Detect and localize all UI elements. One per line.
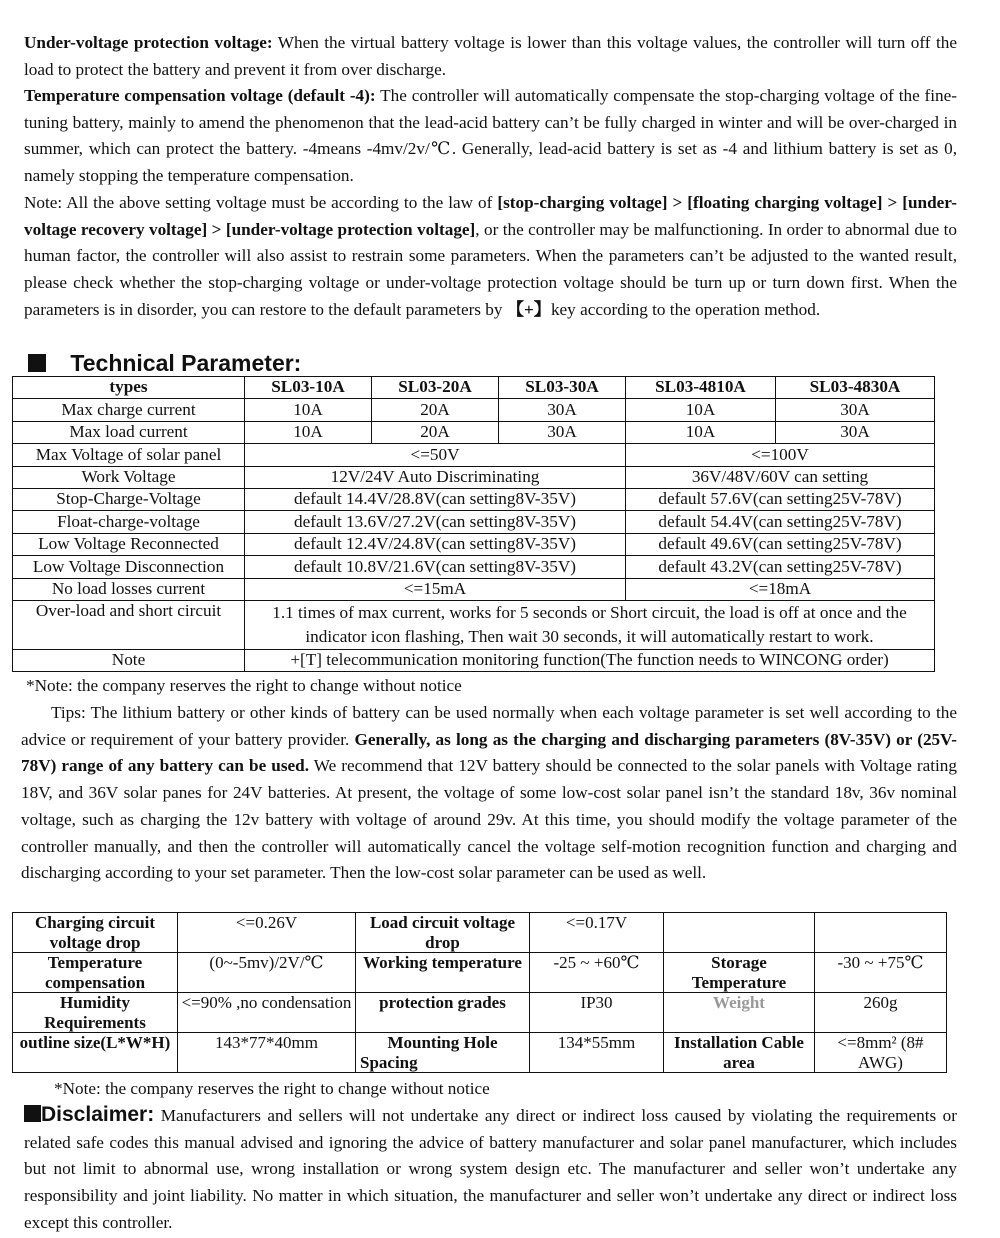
- spec-label: Charging circuit voltage drop: [13, 913, 178, 953]
- table-cell: default 43.2V(can setting25V-78V): [626, 556, 935, 578]
- disclaimer-paragraph: [24, 1102, 957, 1237]
- spec-value: <=0.26V: [178, 913, 356, 953]
- square-bullet-icon: [28, 354, 46, 372]
- tips-lead: Tips: The lithium battery or other kinds of battery can be used normally when each voltage parameter is set well according to the advice or requirement of your battery provider.: [21, 703, 957, 749]
- technical-parameter-title: Technical Parameter:: [70, 350, 302, 376]
- under-voltage-paragraph: [24, 30, 957, 83]
- setting-note-prefix: Note: All the above setting voltage must be according to the law of: [24, 193, 498, 212]
- table-row: [13, 600, 935, 649]
- header-cell: SL03-30A: [499, 377, 626, 399]
- table-row: [13, 421, 935, 443]
- row-label: Max charge current: [13, 399, 245, 421]
- table-cell: <=15mA: [245, 578, 626, 600]
- table-row: [13, 399, 935, 421]
- table-cell: default 10.8V/21.6V(can setting8V-35V): [245, 556, 626, 578]
- spec-value: -25 ~ +60℃: [530, 953, 664, 993]
- table-row: [13, 488, 935, 510]
- table-cell: 10A: [626, 421, 776, 443]
- spec-value: <=8mm² (8# AWG): [815, 1033, 947, 1073]
- table-cell: 30A: [499, 421, 626, 443]
- spec-value: 134*55mm: [530, 1033, 664, 1073]
- table-row: [13, 533, 935, 555]
- spec-label: [664, 913, 815, 953]
- table-cell: default 49.6V(can setting25V-78V): [626, 533, 935, 555]
- row-label: Note: [13, 649, 245, 671]
- row-label: Low Voltage Reconnected: [13, 533, 245, 555]
- header-cell: SL03-10A: [245, 377, 372, 399]
- specification-table: [12, 912, 947, 1073]
- table-cell: <=50V: [245, 444, 626, 466]
- spec-value: -30 ~ +75℃: [815, 953, 947, 993]
- table-cell: <=100V: [626, 444, 935, 466]
- row-label: Stop-Charge-Voltage: [13, 488, 245, 510]
- spec-label: Installation Cable area: [664, 1033, 815, 1073]
- row-label: No load losses current: [13, 578, 245, 600]
- header-cell: SL03-4830A: [776, 377, 935, 399]
- table-row: [13, 953, 947, 993]
- spec-label: Mounting Hole Spacing: [356, 1033, 530, 1073]
- disclaimer-text: Manufacturers and sellers will not undertake any direct or indirect loss caused by violating the requirements or related safe codes this manual advised and ignoring the advice of battery manufacturer and solar panel manufacturer, which includes but not limit to abnormal use, wrong installation or wrong system design etc. The manufacturer and seller won’t undertake any responsibility and joint liability. No matter in which situation, the manufacturer and seller won’t undertake any direct or indirect loss except this controller.: [24, 1106, 957, 1232]
- header-cell: types: [13, 377, 245, 399]
- spec-value: (0~-5mv)/2V/℃: [178, 953, 356, 993]
- table-row: [13, 466, 935, 488]
- spec-value: <=0.17V: [530, 913, 664, 953]
- table-cell: 10A: [626, 399, 776, 421]
- table-row: [13, 511, 935, 533]
- disclaimer-heading: Disclaimer:: [41, 1103, 155, 1126]
- table-row: [13, 1033, 947, 1073]
- temp-compensation-label: Temperature compensation voltage (default -4):: [24, 86, 376, 105]
- table-cell: 1.1 times of max current, works for 5 seconds or Short circuit, the load is off at once and the indicator icon flashing, Then wait 30 seconds, it will automatically restart to work.: [245, 600, 935, 649]
- under-voltage-text: When the virtual battery voltage is lower than this voltage values, the controller will turn off the load to protect the battery and prevent it from over discharge.: [24, 33, 957, 79]
- table-row: [13, 649, 935, 671]
- table-row: [13, 578, 935, 600]
- row-label: Float-charge-voltage: [13, 511, 245, 533]
- table-cell: default 57.6V(can setting25V-78V): [626, 488, 935, 510]
- table-cell: 20A: [372, 421, 499, 443]
- tips-paragraph: [21, 700, 957, 887]
- spec-footnote: *Note: the company reserves the right to change without notice: [54, 1079, 490, 1098]
- table-cell: 30A: [776, 421, 935, 443]
- spec-label: Working temperature: [356, 953, 530, 993]
- spec-value: <=90% ,no condensation: [178, 993, 356, 1033]
- temp-compensation-text: The controller will automatically compensate the stop-charging voltage of the fine-tuning battery, mainly to amend the phenomenon that the lead-acid battery can’t be fully charged in winter and will be over-charged in summer, which can protect the battery. -4means -4mv/2v/℃. Generally, lead-acid battery is set as -4 and lithium battery is set as 0, namely stopping the temperature compensation.: [24, 86, 958, 186]
- header-cell: SL03-4810A: [626, 377, 776, 399]
- row-label: Over-load and short circuit: [13, 600, 245, 649]
- table-cell: 10A: [245, 421, 372, 443]
- row-label: Low Voltage Disconnection: [13, 556, 245, 578]
- setting-note-end: key according to the operation method.: [550, 299, 821, 319]
- table-cell: +[T] telecommunication monitoring function(The function needs to WINCONG order): [245, 649, 935, 671]
- tips-rest: We recommend that 12V battery should be connected to the solar panels with Voltage rating 18V, and 36V solar panes for 24V batteries. At present, the voltage of some low-cost solar panel isn’t the standard 18v, 36v nominal voltage, such as charging the 12v battery with voltage of around 29v. At this time, you should modify the voltage parameter of the controller manually, and then the controller will automatically cancel the voltage self-motion recognition function and charging and discharging according to your set parameter. Then the low-cost solar parameter can be used as well.: [21, 756, 957, 883]
- table-cell: default 14.4V/28.8V(can setting8V-35V): [245, 488, 626, 510]
- spec-label: outline size(L*W*H): [13, 1033, 178, 1073]
- table-row: [13, 556, 935, 578]
- table-cell: <=18mA: [626, 578, 935, 600]
- setting-note-text: , or the controller may be malfunctioning. In order to abnormal due to human factor, the controller will also assist to restrain some parameters. When the parameters can’t be adjusted to the wanted result, please check whether the stop-charging voltage or under-voltage protection voltage should be turn up or turn down first. When the parameters is in disorder, you can restore to the default parameters by: [24, 219, 957, 319]
- table-cell: 12V/24V Auto Discriminating: [245, 466, 626, 488]
- spec-label: Load circuit voltage drop: [356, 913, 530, 953]
- spec-value: IP30: [530, 993, 664, 1033]
- spec-label: Temperature compensation: [13, 953, 178, 993]
- technical-parameter-heading: [28, 349, 301, 377]
- table-cell: 10A: [245, 399, 372, 421]
- table-cell: 20A: [372, 399, 499, 421]
- spec-value: 260g: [815, 993, 947, 1033]
- table-cell: 36V/48V/60V can setting: [626, 466, 935, 488]
- tips-bold: Generally, as long as the charging and discharging parameters (8V-35V) or (25V-78V) range of any battery can be used.: [21, 729, 957, 776]
- table-cell: 30A: [776, 399, 935, 421]
- technical-parameter-table: [12, 376, 935, 672]
- spec-label: Humidity Requirements: [13, 993, 178, 1033]
- spec-value: [815, 913, 947, 953]
- tech-footnote: *Note: the company reserves the right to change without notice: [26, 676, 462, 695]
- under-voltage-label: Under-voltage protection voltage:: [24, 33, 273, 52]
- table-cell: default 12.4V/24.8V(can setting8V-35V): [245, 533, 626, 555]
- row-label: Max load current: [13, 421, 245, 443]
- table-row: [13, 913, 947, 953]
- spec-label: protection grades: [356, 993, 530, 1033]
- table-row: [13, 444, 935, 466]
- spec-label: Weight: [664, 993, 815, 1033]
- spec-label: Storage Temperature: [664, 953, 815, 993]
- setting-note-law: [stop-charging voltage] > [floating charging voltage] > [under-voltage recovery voltage] > [under-voltage protection voltage]: [24, 193, 957, 239]
- table-header-row: [13, 377, 935, 399]
- table-cell: default 54.4V(can setting25V-78V): [626, 511, 935, 533]
- temp-compensation-paragraph: [24, 83, 957, 190]
- table-cell: default 13.6V/27.2V(can setting8V-35V): [245, 511, 626, 533]
- header-cell: SL03-20A: [372, 377, 499, 399]
- row-label: Work Voltage: [13, 466, 245, 488]
- setting-note-key: 【+】: [506, 299, 551, 319]
- spec-value: 143*77*40mm: [178, 1033, 356, 1073]
- table-row: [13, 993, 947, 1033]
- square-bullet-icon: [24, 1105, 41, 1122]
- setting-note-paragraph: [24, 190, 957, 324]
- row-label: Max Voltage of solar panel: [13, 444, 245, 466]
- table-cell: 30A: [499, 399, 626, 421]
